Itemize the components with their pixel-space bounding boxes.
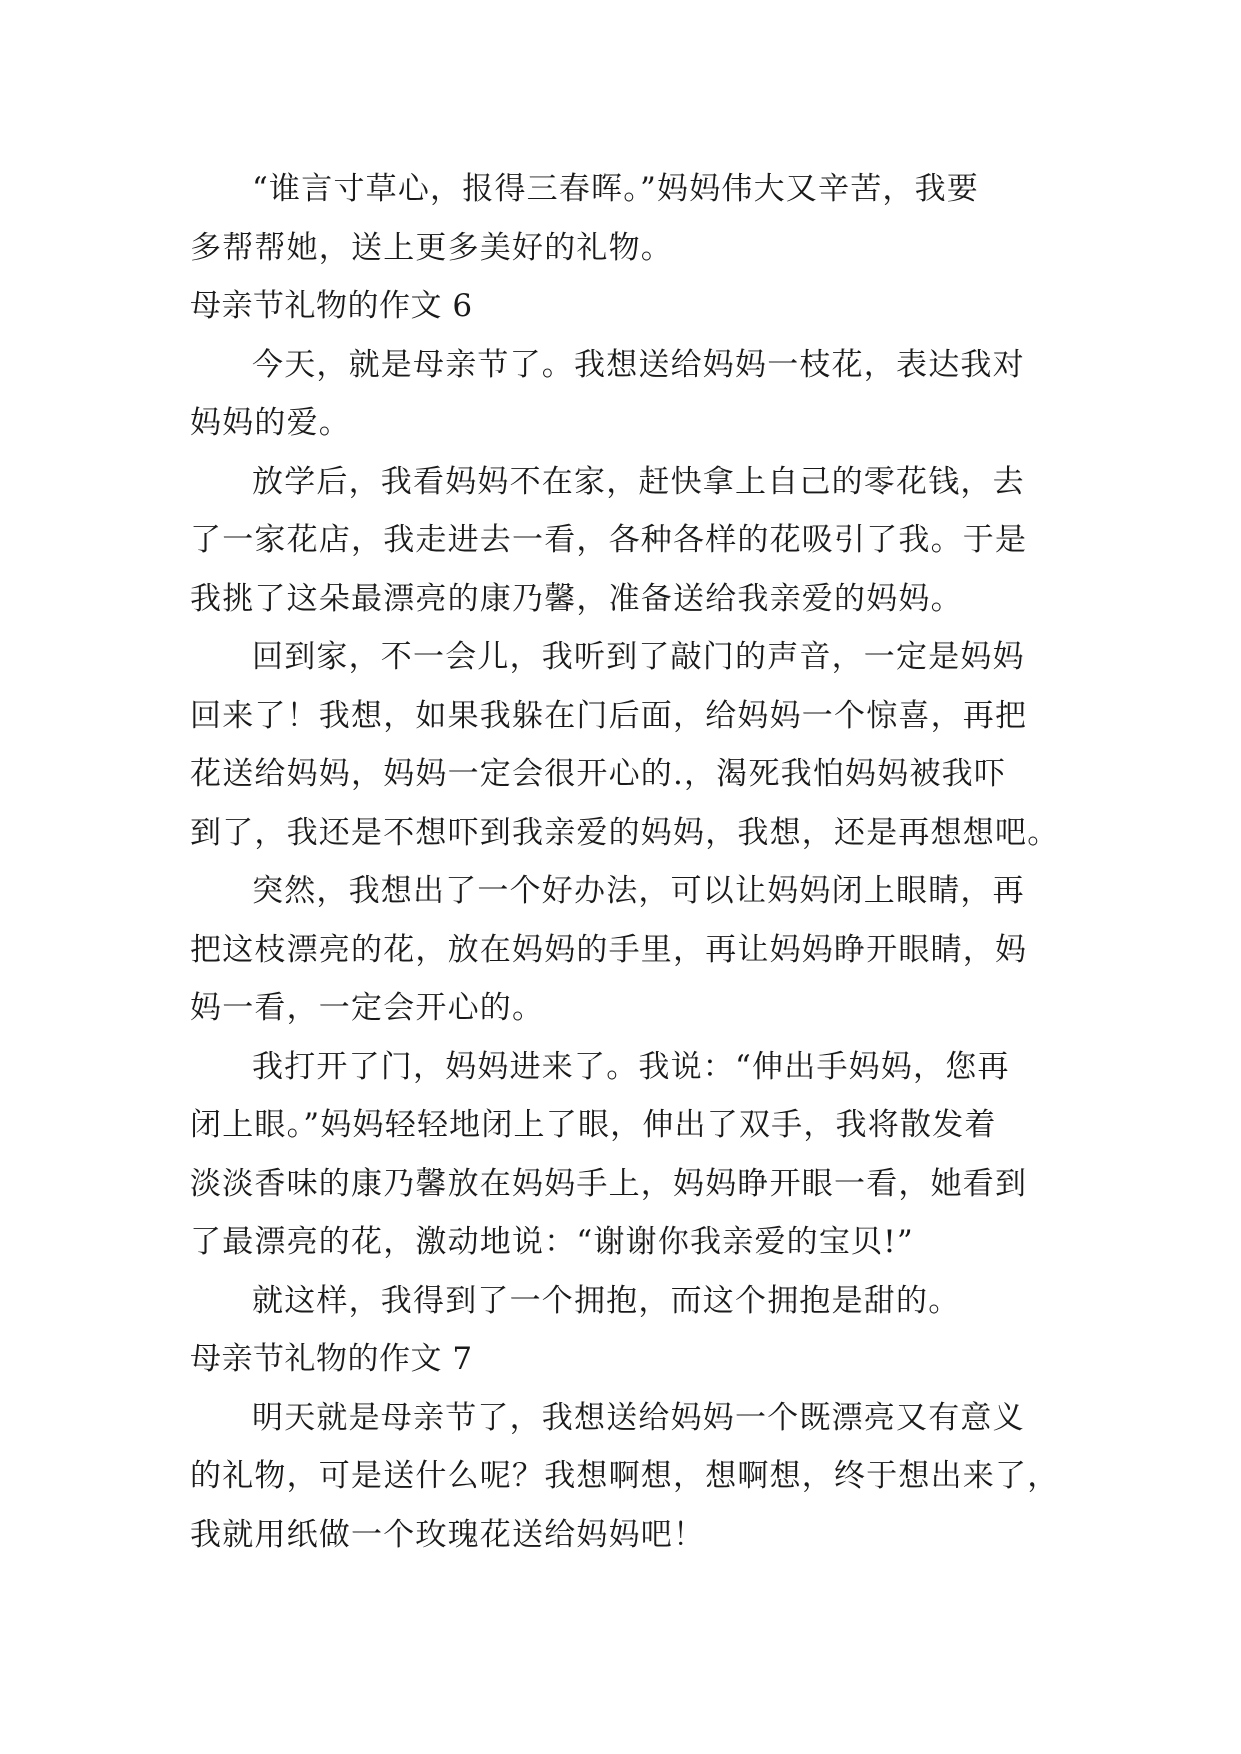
paragraph-line: 放学后，我看妈妈不在家，赶快拿上自己的零花钱，去	[252, 463, 1025, 500]
paragraph-line: 多帮帮她，送上更多美好的礼物。	[190, 229, 673, 266]
paragraph-line: 明天就是母亲节了，我想送给妈妈一个既漂亮又有意义	[252, 1399, 1025, 1436]
paragraph-line: “谁言寸草心，报得三春晖。”妈妈伟大又辛苦，我要	[252, 171, 979, 207]
paragraph-line: 闭上眼。”妈妈轻轻地闭上了眼，伸出了双手，我将散发着	[190, 1107, 997, 1143]
paragraph-line: 今天，就是母亲节了。我想送给妈妈一枝花，表达我对	[252, 346, 1025, 383]
section-heading: 母亲节礼物的作文 7	[190, 1341, 473, 1377]
paragraph-line: 把这枝漂亮的花，放在妈妈的手里，再让妈妈睁开眼睛，妈	[190, 931, 1028, 968]
section-heading: 母亲节礼物的作文 6	[190, 288, 473, 324]
paragraph-line: 妈一看，一定会开心的。	[190, 990, 545, 1026]
paragraph-line: 回来了！我想，如果我躲在门后面，给妈妈一个惊喜，再把	[190, 697, 1028, 734]
paragraph-line: 突然，我想出了一个好办法，可以让妈妈闭上眼睛，再	[252, 873, 1025, 909]
paragraph-line: 了一家花店，我走进去一看，各种各样的花吸引了我。于是	[190, 522, 1028, 558]
paragraph-line: 回到家，不一会儿，我听到了敲门的声音，一定是妈妈	[252, 639, 1025, 675]
paragraph-line: 花送给妈妈，妈妈一定会很开心的.，渴死我怕妈妈被我吓	[190, 756, 1007, 792]
paragraph-line: 的礼物，可是送什么呢？我想啊想，想啊想，终于想出来了，	[190, 1458, 1060, 1494]
paragraph-line: 到了，我还是不想吓到我亲爱的妈妈，我想，还是再想想吧。	[190, 814, 1060, 851]
paragraph-line: 淡淡香味的康乃馨放在妈妈手上，妈妈睁开眼一看，她看到	[190, 1165, 1028, 1202]
paragraph-line: 了最漂亮的花，激动地说：“谢谢你我亲爱的宝贝!”	[190, 1224, 914, 1260]
paragraph-line: 妈妈的爱。	[190, 405, 351, 441]
paragraph-line: 就这样，我得到了一个拥抱，而这个拥抱是甜的。	[252, 1282, 961, 1319]
paragraph-line: 我就用纸做一个玫瑰花送给妈妈吧！	[190, 1516, 706, 1553]
paragraph-line: 我打开了门，妈妈进来了。我说：“伸出手妈妈，您再	[252, 1048, 1010, 1085]
paragraph-line: 我挑了这朵最漂亮的康乃馨，准备送给我亲爱的妈妈。	[190, 580, 963, 617]
document-body	[190, 160, 1060, 1564]
